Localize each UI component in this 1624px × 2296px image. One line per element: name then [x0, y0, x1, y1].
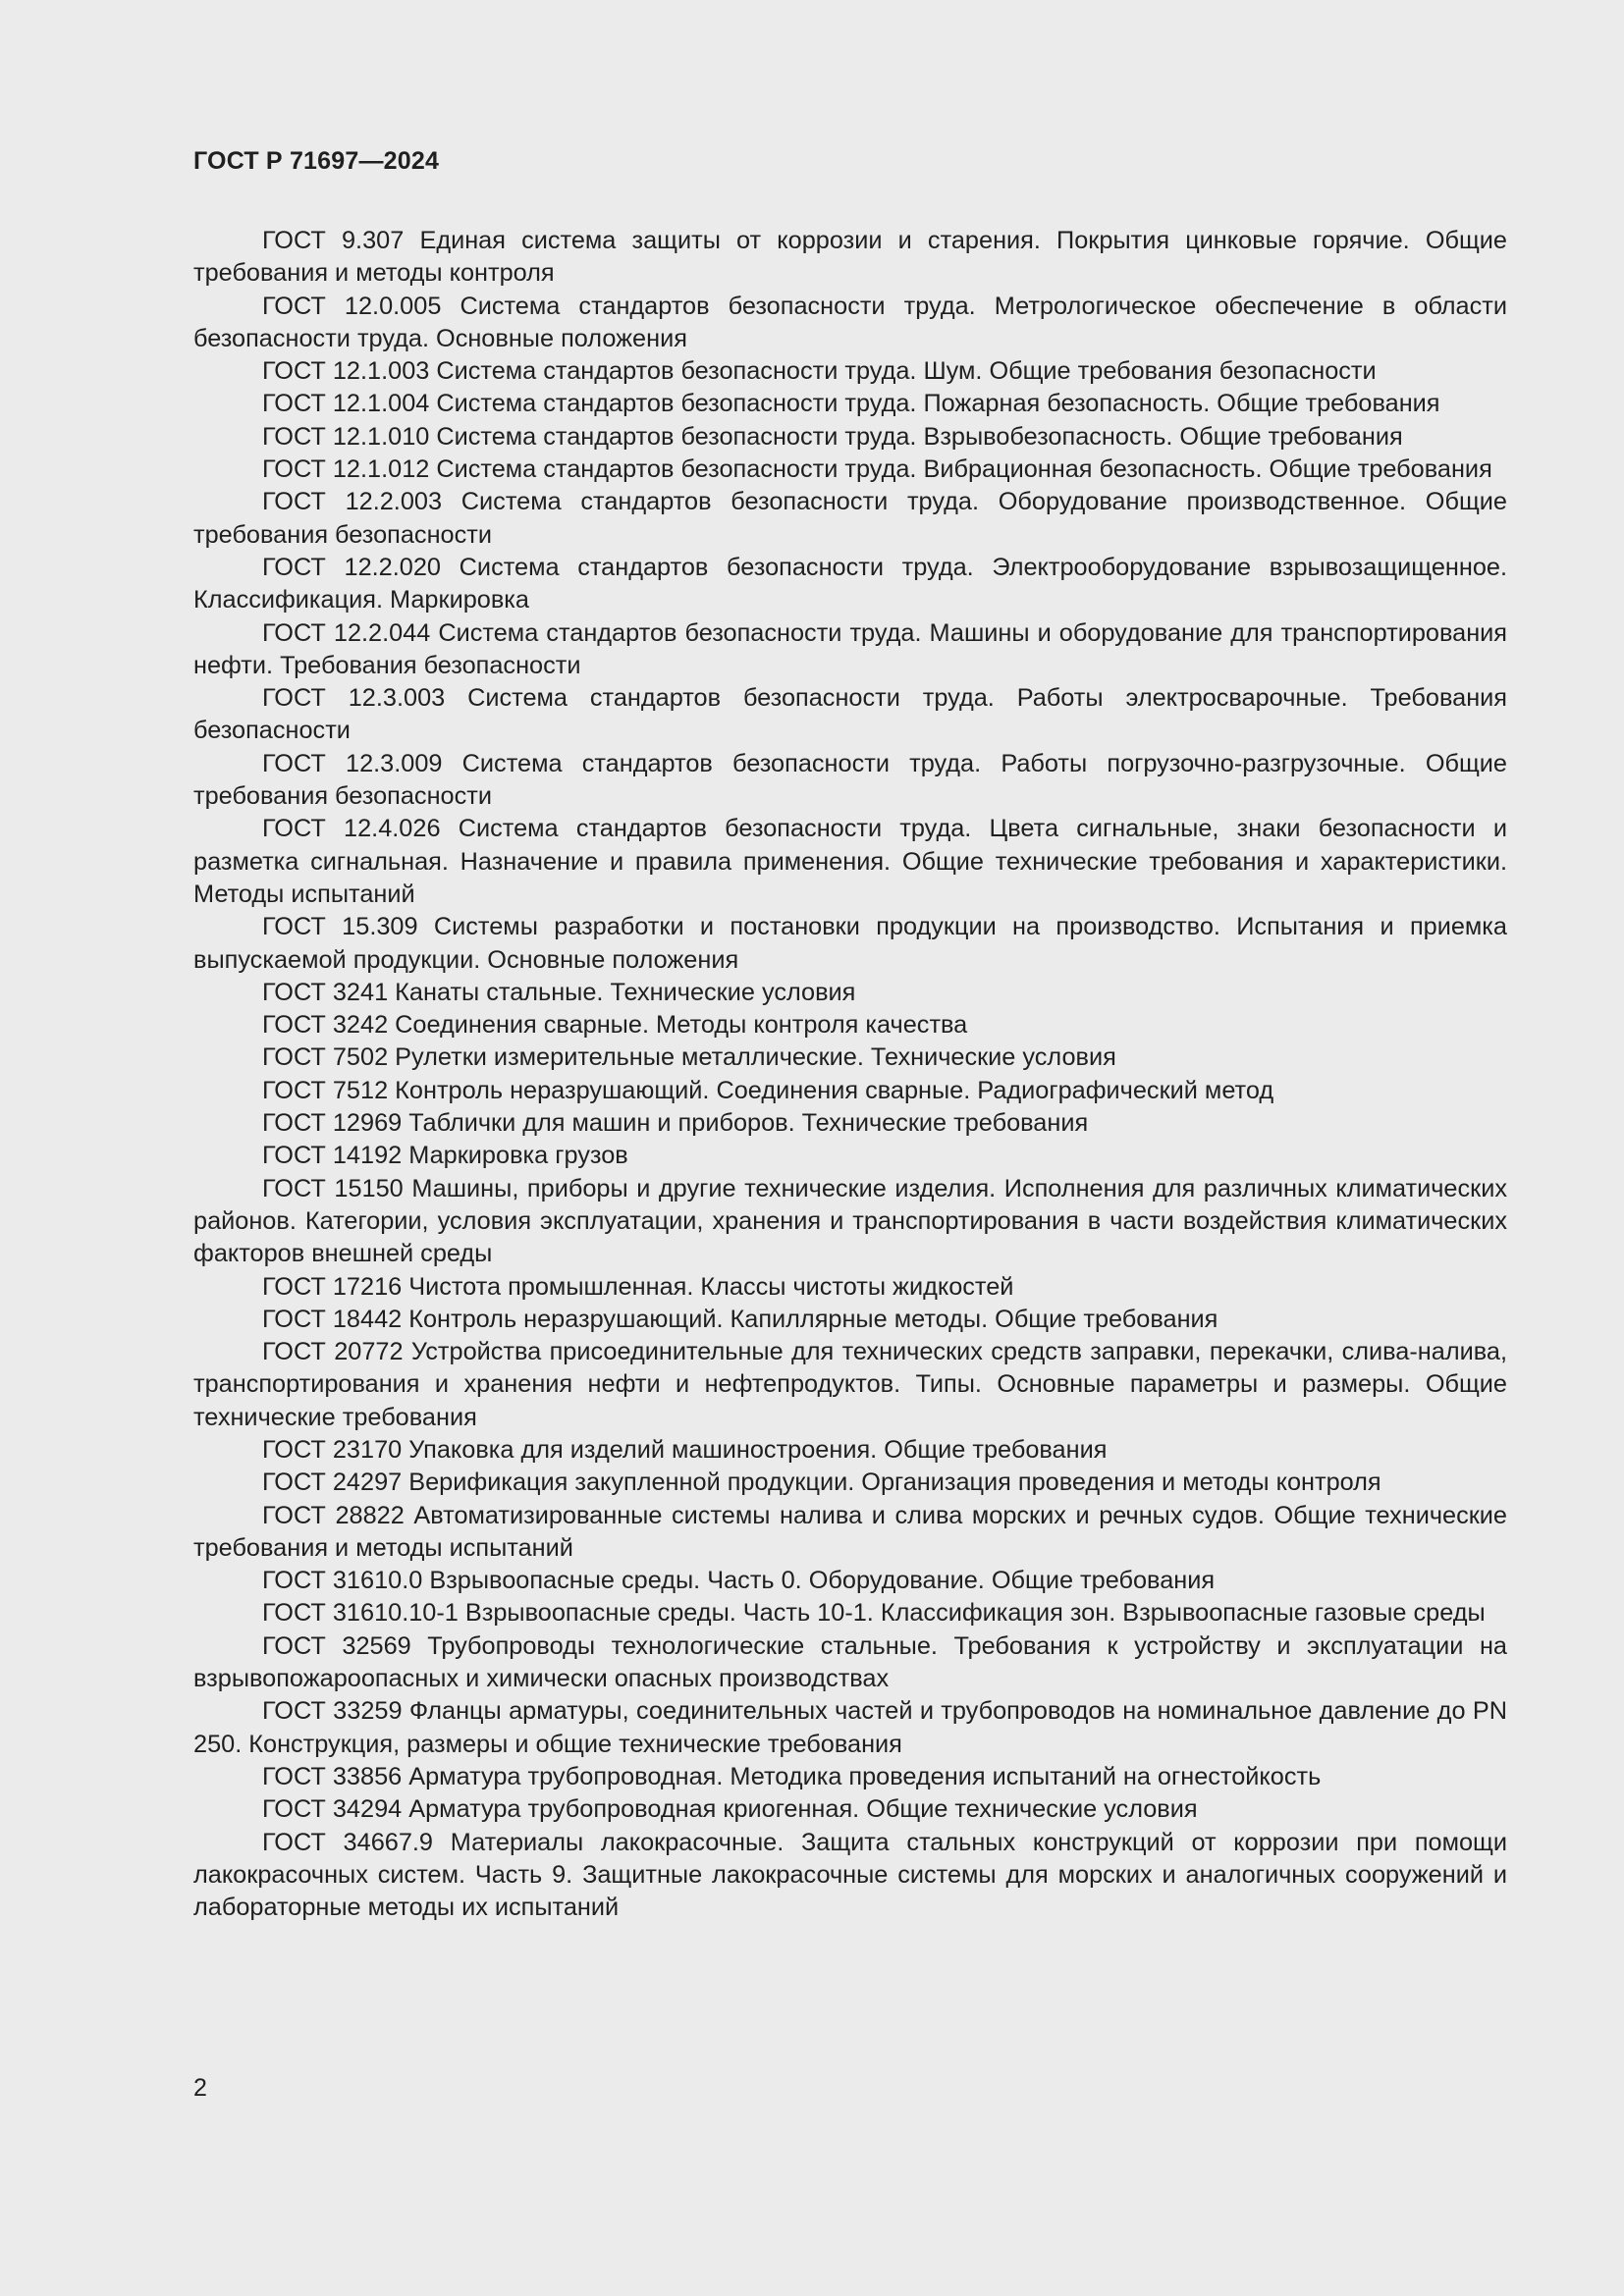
- reference-item: ГОСТ 12.2.003 Система стандартов безопасности труда. Оборудование производственное. Общие требования безопасности: [193, 488, 1507, 549]
- reference-item: ГОСТ 9.307 Единая система защиты от коррозии и старения. Покрытия цинковые горячие. Общие требования и методы контроля: [193, 227, 1507, 288]
- reference-item: ГОСТ 33259 Фланцы арматуры, соединительных частей и трубопроводов на номинальное давление до PN 250. Конструкция, размеры и общие технические требования: [193, 1697, 1507, 1758]
- reference-item: ГОСТ 12.4.026 Система стандартов безопасности труда. Цвета сигнальные, знаки безопасности и разметка сигнальная. Назначение и правила применения. Общие технические требования и характеристики. Методы испытаний: [193, 815, 1507, 908]
- reference-item: ГОСТ 12.1.004 Система стандартов безопасности труда. Пожарная безопасность. Общие требования: [262, 390, 1440, 418]
- normative-references-list: [193, 225, 1507, 1924]
- reference-item: ГОСТ 31610.0 Взрывоопасные среды. Часть 0. Оборудование. Общие требования: [262, 1567, 1216, 1595]
- reference-item: ГОСТ 7512 Контроль неразрушающий. Соединения сварные. Радиографический метод: [262, 1076, 1274, 1104]
- reference-item: ГОСТ 12.2.020 Система стандартов безопасности труда. Электрооборудование взрывозащищенное. Классификация. Маркировка: [193, 553, 1507, 614]
- reference-item: ГОСТ 34667.9 Материалы лакокрасочные. Защита стальных конструкций от коррозии при помощи лакокрасочных систем. Часть 9. Защитные лакокрасочные системы для морских и аналогичных сооружений и лабораторные методы их испытаний: [193, 1828, 1507, 1922]
- reference-item: ГОСТ 14192 Маркировка грузов: [262, 1142, 628, 1170]
- reference-item: ГОСТ 34294 Арматура трубопроводная криогенная. Общие технические условия: [262, 1795, 1198, 1824]
- reference-item: ГОСТ 12969 Таблички для машин и приборов. Технические требования: [262, 1109, 1089, 1138]
- reference-item: ГОСТ 15.309 Системы разработки и постановки продукции на производство. Испытания и приемка выпускаемой продукции. Основные положения: [193, 913, 1507, 974]
- reference-item: ГОСТ 17216 Чистота промышленная. Классы чистоты жидкостей: [262, 1272, 1014, 1301]
- reference-item: ГОСТ 23170 Упаковка для изделий машиностроения. Общие требования: [262, 1435, 1108, 1464]
- reference-item: ГОСТ 12.3.009 Система стандартов безопасности труда. Работы погрузочно-разгрузочные. Общие требования безопасности: [193, 749, 1507, 811]
- reference-item: ГОСТ 3242 Соединения сварные. Методы контроля качества: [262, 1011, 968, 1040]
- reference-item: ГОСТ 12.3.003 Система стандартов безопасности труда. Работы электросварочные. Требования безопасности: [193, 684, 1507, 745]
- reference-item: ГОСТ 15150 Машины, приборы и другие технические изделия. Исполнения для различных климатических районов. Категории, условия эксплуатации, хранения и транспортирования в части воздействия климатических факторов внешней среды: [193, 1174, 1507, 1268]
- reference-item: ГОСТ 12.0.005 Система стандартов безопасности труда. Метрологическое обеспечение в области безопасности труда. Основные положения: [193, 292, 1507, 352]
- reference-item: ГОСТ 28822 Автоматизированные системы налива и слива морских и речных судов. Общие технические требования и методы испытаний: [193, 1501, 1507, 1562]
- reference-item: ГОСТ 12.2.044 Система стандартов безопасности труда. Машины и оборудование для транспортирования нефти. Требования безопасности: [193, 618, 1507, 679]
- reference-item: ГОСТ 32569 Трубопроводы технологические стальные. Требования к устройству и эксплуатации на взрывопожароопасных и химически опасных производствах: [193, 1631, 1507, 1693]
- page-number: 2: [193, 2074, 207, 2102]
- reference-item: ГОСТ 20772 Устройства присоединительные для технических средств заправки, перекачки, слива-налива, транспортирования и хранения нефти и нефтепродуктов. Типы. Основные параметры и размеры. Общие технические требования: [193, 1338, 1507, 1431]
- reference-item: ГОСТ 31610.10-1 Взрывоопасные среды. Часть 10-1. Классификация зон. Взрывоопасные газовые среды: [262, 1599, 1486, 1628]
- reference-item: ГОСТ 12.1.003 Система стандартов безопасности труда. Шум. Общие требования безопасности: [262, 357, 1377, 386]
- reference-item: ГОСТ 3241 Канаты стальные. Технические условия: [262, 978, 856, 1006]
- reference-item: ГОСТ 12.1.012 Система стандартов безопасности труда. Вибрационная безопасность. Общие требования: [262, 455, 1492, 484]
- reference-item: ГОСТ 33856 Арматура трубопроводная. Методика проведения испытаний на огнестойкость: [262, 1762, 1322, 1790]
- reference-item: ГОСТ 24297 Верификация закупленной продукции. Организация проведения и методы контроля: [262, 1468, 1381, 1497]
- reference-item: ГОСТ 7502 Рулетки измерительные металлические. Технические условия: [262, 1043, 1116, 1072]
- document-header-id: ГОСТ Р 71697—2024: [193, 147, 440, 175]
- reference-item: ГОСТ 18442 Контроль неразрушающий. Капиллярные методы. Общие требования: [262, 1305, 1218, 1333]
- reference-item: ГОСТ 12.1.010 Система стандартов безопасности труда. Взрывобезопасность. Общие требования: [262, 422, 1403, 451]
